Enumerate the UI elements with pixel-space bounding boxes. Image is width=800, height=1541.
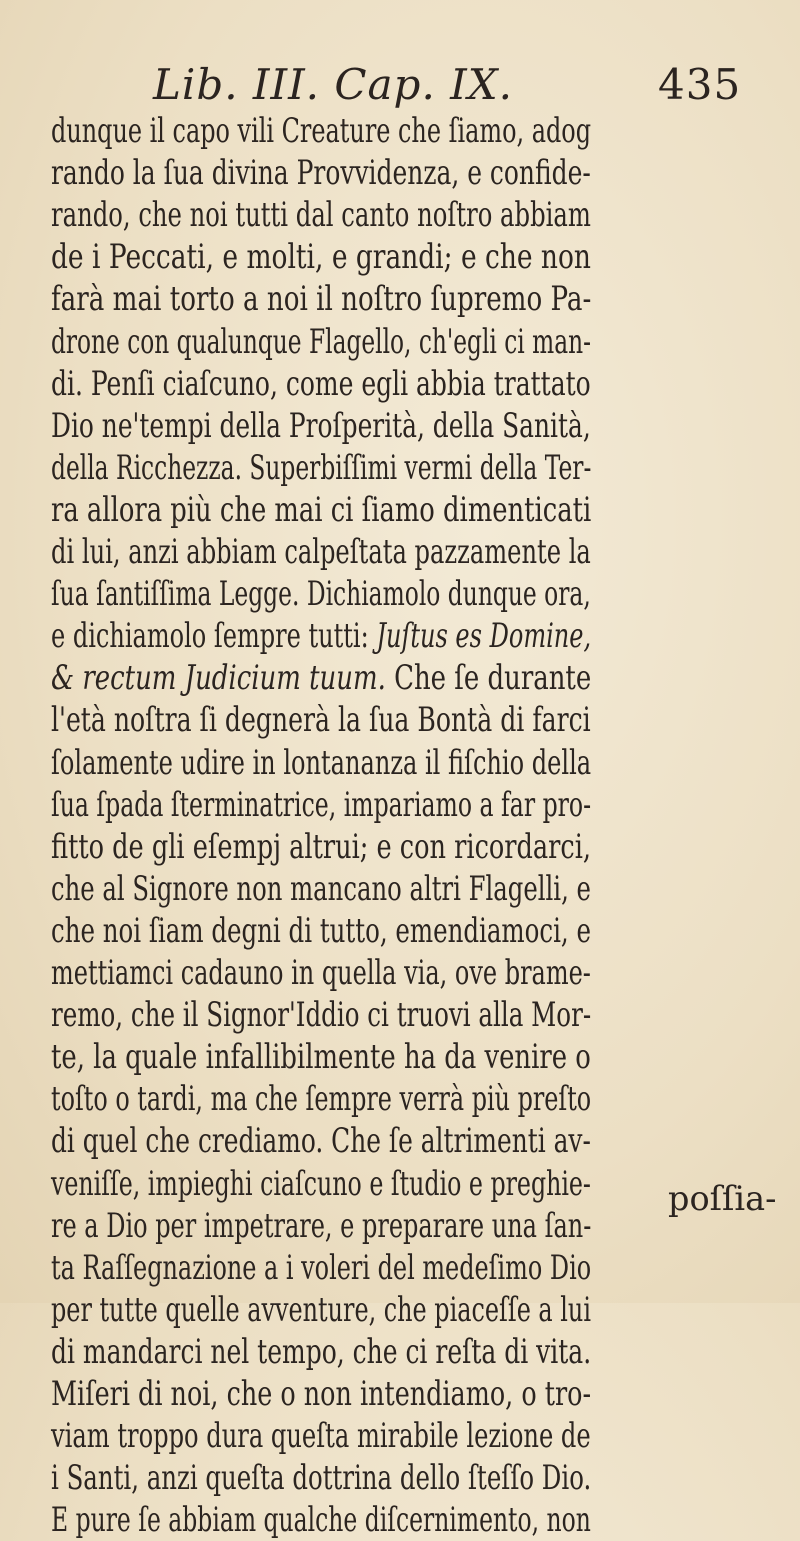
text-line <box>51 447 591 489</box>
text-segment: drone con qualunque Flagello, ch'egli ci man- <box>51 321 591 361</box>
text-segment: Che ſe durante <box>385 658 592 698</box>
text-line <box>51 110 591 152</box>
text-line <box>51 194 591 236</box>
text-line <box>51 405 591 447</box>
text-line <box>51 868 591 910</box>
text-line <box>51 1457 591 1499</box>
text-line <box>51 952 591 994</box>
text-line <box>51 278 591 320</box>
text-segment: Dio ne'tempi della Proſperità, della Sanità, <box>51 405 591 445</box>
text-segment: rando, che noi tutti dal canto noſtro abbiam <box>51 195 591 235</box>
text-segment: viam troppo dura queſta mirabile lezione de <box>51 1416 591 1456</box>
text-line <box>51 1036 591 1078</box>
text-line <box>51 1078 591 1120</box>
text-line <box>51 1331 591 1373</box>
text-segment: de i Peccati, e molti, e grandi; e che non <box>51 237 591 277</box>
text-segment: della Ricchezza. Superbiſſimi vermi della Ter- <box>51 447 592 487</box>
italic-phrase: & rectum Judicium tuum. <box>51 658 386 698</box>
text-segment: re a Dio per impetrare, e preparare una ſan- <box>51 1205 592 1245</box>
text-segment: rando la ſua divina Provvidenza, e confide- <box>51 153 591 193</box>
text-line <box>51 615 591 657</box>
text-line <box>51 910 591 952</box>
text-line <box>51 1499 591 1541</box>
text-line <box>51 1289 591 1331</box>
text-line <box>51 531 591 573</box>
text-line <box>51 699 591 741</box>
text-segment: te, la quale infallibilmente ha da venire o <box>51 1037 591 1077</box>
text-segment: i Santi, anzi queſta dottrina dello ſteſſo Dio. <box>51 1458 592 1498</box>
text-segment: di. Penſi ciaſcuno, come egli abbia trattato <box>51 363 591 403</box>
text-segment: ſua ſantiſſima Legge. Dichiamolo dunque ora, <box>51 574 591 614</box>
text-line <box>51 1415 591 1457</box>
text-segment: farà mai torto a noi il noſtro ſupremo Pa- <box>51 279 592 319</box>
text-segment: remo, che il Signor'Iddio ci truovi alla Mor- <box>51 995 592 1035</box>
text-line <box>51 321 591 363</box>
text-line <box>51 784 591 826</box>
text-segment: veniſſe, impieghi ciaſcuno e ſtudio e preghie- <box>51 1163 591 1203</box>
text-segment: dunque il capo vili Creature che ſiamo, adog <box>51 111 592 150</box>
text-line <box>51 994 591 1036</box>
text-segment: toſto o tardi, ma che ſempre verrà più preſto <box>51 1079 592 1119</box>
text-segment: e dichiamolo ſempre tutti: <box>51 616 377 656</box>
text-line <box>51 742 591 784</box>
text-segment: ſua ſpada ſterminatrice, impariamo a far pro- <box>51 784 592 824</box>
text-segment: di lui, anzi abbiam calpeſtata pazzamente la <box>51 532 591 571</box>
text-line <box>51 1120 591 1162</box>
text-line <box>51 1205 591 1247</box>
running-head: Lib. III. Cap. IX. <box>153 60 513 109</box>
text-segment: che noi ſiam degni di tutto, emendiamoci, e <box>51 910 591 950</box>
text-line <box>51 1247 591 1289</box>
text-line <box>51 489 591 531</box>
text-line <box>51 573 591 615</box>
text-segment: di mandarci nel tempo, che ci reſta di vita. <box>51 1331 592 1371</box>
text-segment: che al Signore non mancano altri Flagelli, e <box>51 868 591 908</box>
catchword: poſſia- <box>668 1179 777 1218</box>
italic-phrase: Juſtus es Domine, <box>376 616 592 656</box>
text-segment: ta Raſſegnazione a i voleri del medeſimo Dio <box>51 1247 592 1287</box>
text-line <box>51 236 591 278</box>
text-line <box>51 363 591 405</box>
text-line <box>51 1373 591 1415</box>
page-number: 435 <box>658 60 742 109</box>
text-segment: ſolamente udire in lontananza il fiſchio della <box>51 742 592 782</box>
text-segment: E pure ſe abbiam qualche diſcernimento, non <box>51 1500 591 1540</box>
text-segment: Miſeri di noi, che o non intendiamo, o tro- <box>51 1374 592 1413</box>
text-line <box>51 657 591 699</box>
text-line <box>51 1163 591 1205</box>
text-segment: l'età noſtra ſi degnerà la ſua Bontà di farci <box>51 700 591 740</box>
text-line <box>51 826 591 868</box>
text-segment: per tutte quelle avventure, che piaceſſe a lui <box>51 1289 591 1329</box>
text-segment: di quel che crediamo. Che ſe altrimenti av- <box>51 1121 591 1161</box>
text-segment: ra allora più che mai ci ſiamo dimenticati <box>51 489 592 529</box>
text-line <box>51 152 591 194</box>
text-segment: fitto de gli eſempj altrui; e con ricordarci, <box>51 826 592 866</box>
text-segment: mettiamci cadauno in quella via, ove brame- <box>51 953 591 992</box>
